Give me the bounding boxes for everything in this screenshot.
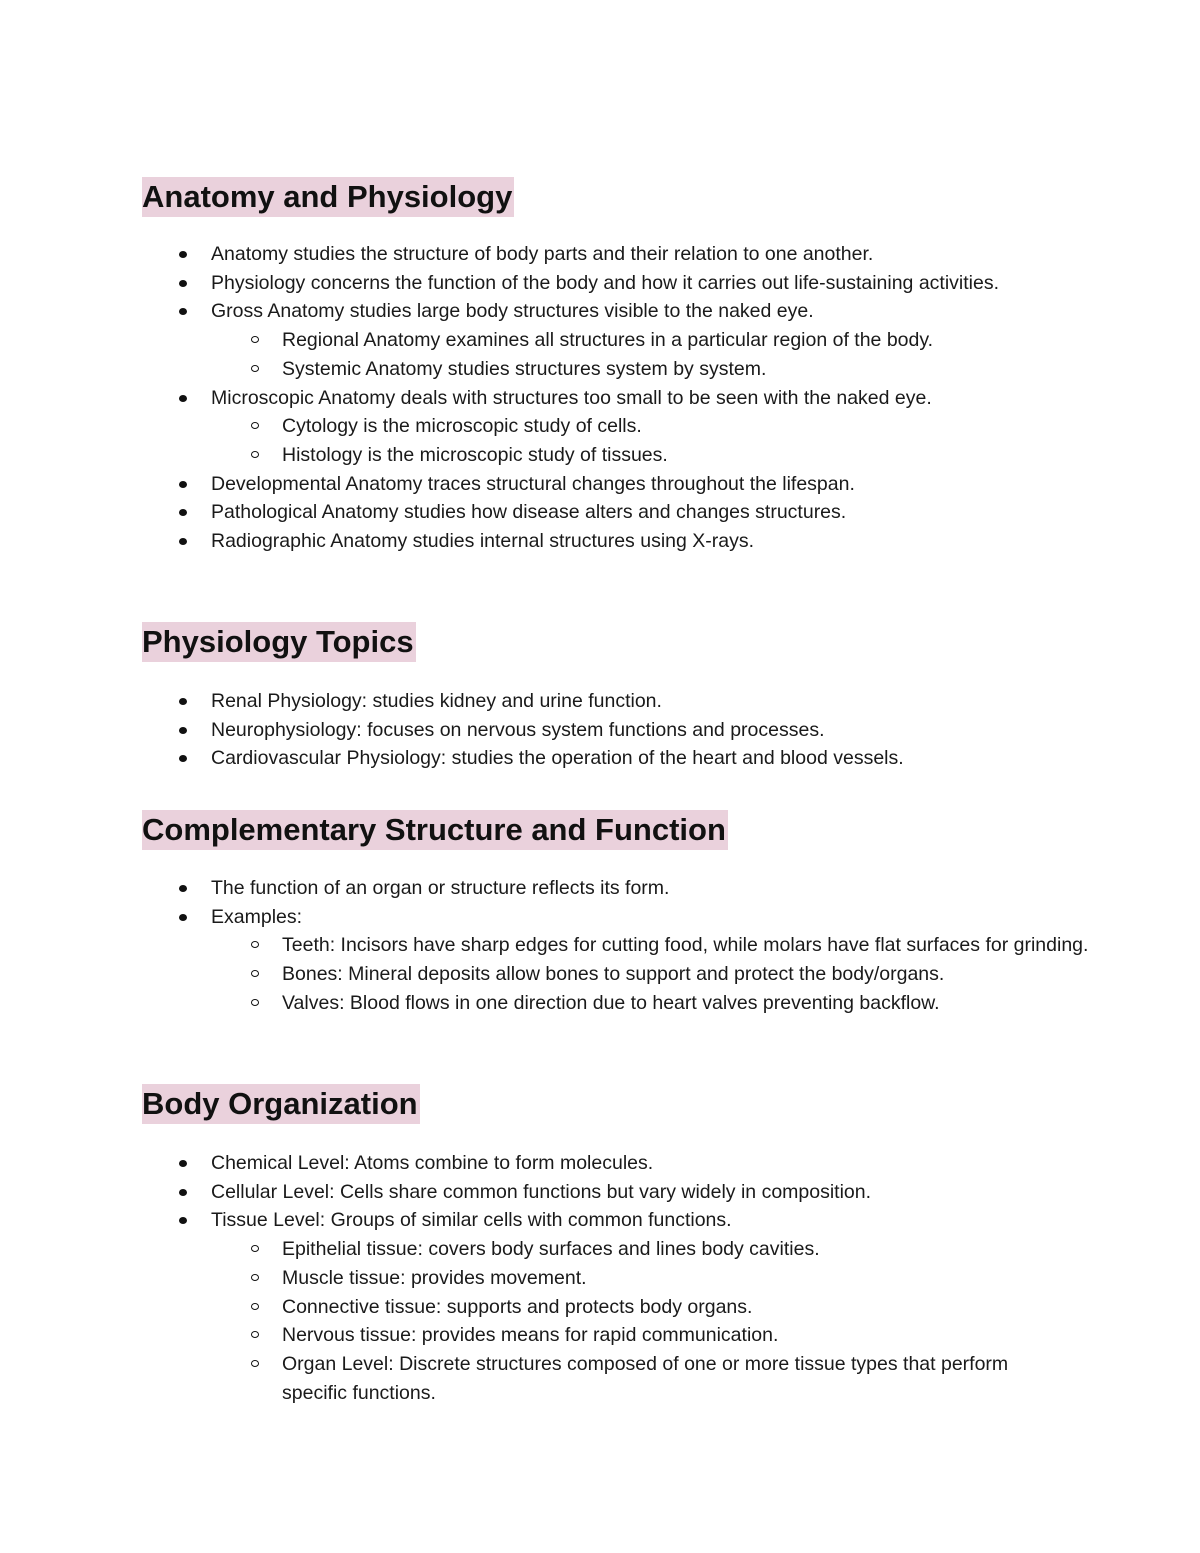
- list-item: Examples: Teeth: Incisors have sharp edges for cutting food, while molars have flat surfaces for grinding. Bones: Mineral deposits allow bones to support and protect the body/organs. Valves: Blood flows in one direction due to heart valves preventing backflow.: [142, 903, 1092, 1018]
- hollow-bullet-icon: [251, 1303, 259, 1310]
- hollow-bullet-icon: [251, 365, 259, 372]
- hollow-bullet-icon: [251, 1360, 259, 1367]
- sub-list-item: Bones: Mineral deposits allow bones to support and protect the body/organs.: [211, 960, 1092, 989]
- sub-list: [142, 412, 1092, 469]
- section-body-organization: [142, 1084, 1092, 1407]
- sub-list: [142, 326, 1092, 383]
- section-physiology-topics: [142, 622, 1092, 773]
- bullet-list: [142, 240, 1092, 556]
- sub-list-item: Systemic Anatomy studies structures system by system.: [211, 355, 1092, 384]
- bullet-icon: [179, 308, 187, 315]
- bullet-icon: [179, 1217, 187, 1224]
- hollow-bullet-icon: [251, 336, 259, 343]
- hollow-bullet-icon: [251, 941, 259, 948]
- bullet-icon: [179, 885, 187, 892]
- bullet-list: [142, 1149, 1092, 1407]
- list-item: Neurophysiology: focuses on nervous system functions and processes.: [142, 716, 1092, 745]
- sub-list-item: Valves: Blood flows in one direction due to heart valves preventing backflow.: [211, 989, 1092, 1018]
- list-item: Physiology concerns the function of the body and how it carries out life-sustaining activities.: [142, 269, 1092, 298]
- bullet-icon: [179, 727, 187, 734]
- bullet-icon: [179, 914, 187, 921]
- section-complementary-structure-and-function: [142, 810, 1092, 1018]
- sub-list-item: Teeth: Incisors have sharp edges for cutting food, while molars have flat surfaces for grinding.: [211, 931, 1092, 960]
- bullet-icon: [179, 1189, 187, 1196]
- hollow-bullet-icon: [251, 999, 259, 1006]
- list-item: Microscopic Anatomy deals with structures too small to be seen with the naked eye. Cytology is the microscopic study of cells. Histology is the microscopic study of tissues.: [142, 384, 1092, 470]
- bullet-icon: [179, 395, 187, 402]
- hollow-bullet-icon: [251, 451, 259, 458]
- list-item: Gross Anatomy studies large body structures visible to the naked eye. Regional Anatomy examines all structures in a particular region of the body. Systemic Anatomy studies structures system by system.: [142, 297, 1092, 383]
- sub-list-item: Nervous tissue: provides means for rapid communication.: [211, 1321, 1092, 1350]
- hollow-bullet-icon: [251, 970, 259, 977]
- bullet-icon: [179, 698, 187, 705]
- section-heading: Anatomy and Physiology: [142, 177, 514, 217]
- bullet-list: [142, 687, 1092, 773]
- section-heading: Complementary Structure and Function: [142, 810, 728, 850]
- list-item: Pathological Anatomy studies how disease alters and changes structures.: [142, 498, 1092, 527]
- hollow-bullet-icon: [251, 1274, 259, 1281]
- sub-list-item: Organ Level: Discrete structures composed of one or more tissue types that perform specific functions.: [211, 1350, 1092, 1407]
- hollow-bullet-icon: [251, 422, 259, 429]
- sub-list-item: Epithelial tissue: covers body surfaces and lines body cavities.: [211, 1235, 1092, 1264]
- list-item: Anatomy studies the structure of body parts and their relation to one another.: [142, 240, 1092, 269]
- bullet-icon: [179, 481, 187, 488]
- sub-list-item: Regional Anatomy examines all structures in a particular region of the body.: [211, 326, 1092, 355]
- section-heading: Physiology Topics: [142, 622, 416, 662]
- bullet-icon: [179, 538, 187, 545]
- sub-list: [142, 1235, 1092, 1407]
- bullet-list: [142, 874, 1092, 1018]
- list-item: Radiographic Anatomy studies internal structures using X-rays.: [142, 527, 1092, 556]
- sub-list-item: Muscle tissue: provides movement.: [211, 1264, 1092, 1293]
- list-item: Developmental Anatomy traces structural changes throughout the lifespan.: [142, 470, 1092, 499]
- bullet-icon: [179, 280, 187, 287]
- sub-list: [142, 931, 1092, 1017]
- hollow-bullet-icon: [251, 1331, 259, 1338]
- bullet-icon: [179, 251, 187, 258]
- list-item: Tissue Level: Groups of similar cells with common functions. Epithelial tissue: covers body surfaces and lines body cavities. Muscle tissue: provides movement. Connective tissue: supports and protects body organs. Nervous tissue: provides means for rapid communication. Organ Level: Discrete structures composed of one or more tissue types that perform specific functions.: [142, 1206, 1092, 1407]
- bullet-icon: [179, 755, 187, 762]
- list-item: Renal Physiology: studies kidney and urine function.: [142, 687, 1092, 716]
- sub-list-item: Cytology is the microscopic study of cells.: [211, 412, 1092, 441]
- list-item: Cardiovascular Physiology: studies the operation of the heart and blood vessels.: [142, 744, 1092, 773]
- list-item: Chemical Level: Atoms combine to form molecules.: [142, 1149, 1092, 1178]
- bullet-icon: [179, 1160, 187, 1167]
- section-anatomy-and-physiology: [142, 177, 1092, 556]
- list-item: The function of an organ or structure reflects its form.: [142, 874, 1092, 903]
- hollow-bullet-icon: [251, 1245, 259, 1252]
- sub-list-item: Histology is the microscopic study of tissues.: [211, 441, 1092, 470]
- bullet-icon: [179, 509, 187, 516]
- section-heading: Body Organization: [142, 1084, 420, 1124]
- list-item: Cellular Level: Cells share common functions but vary widely in composition.: [142, 1178, 1092, 1207]
- sub-list-item: Connective tissue: supports and protects body organs.: [211, 1293, 1092, 1322]
